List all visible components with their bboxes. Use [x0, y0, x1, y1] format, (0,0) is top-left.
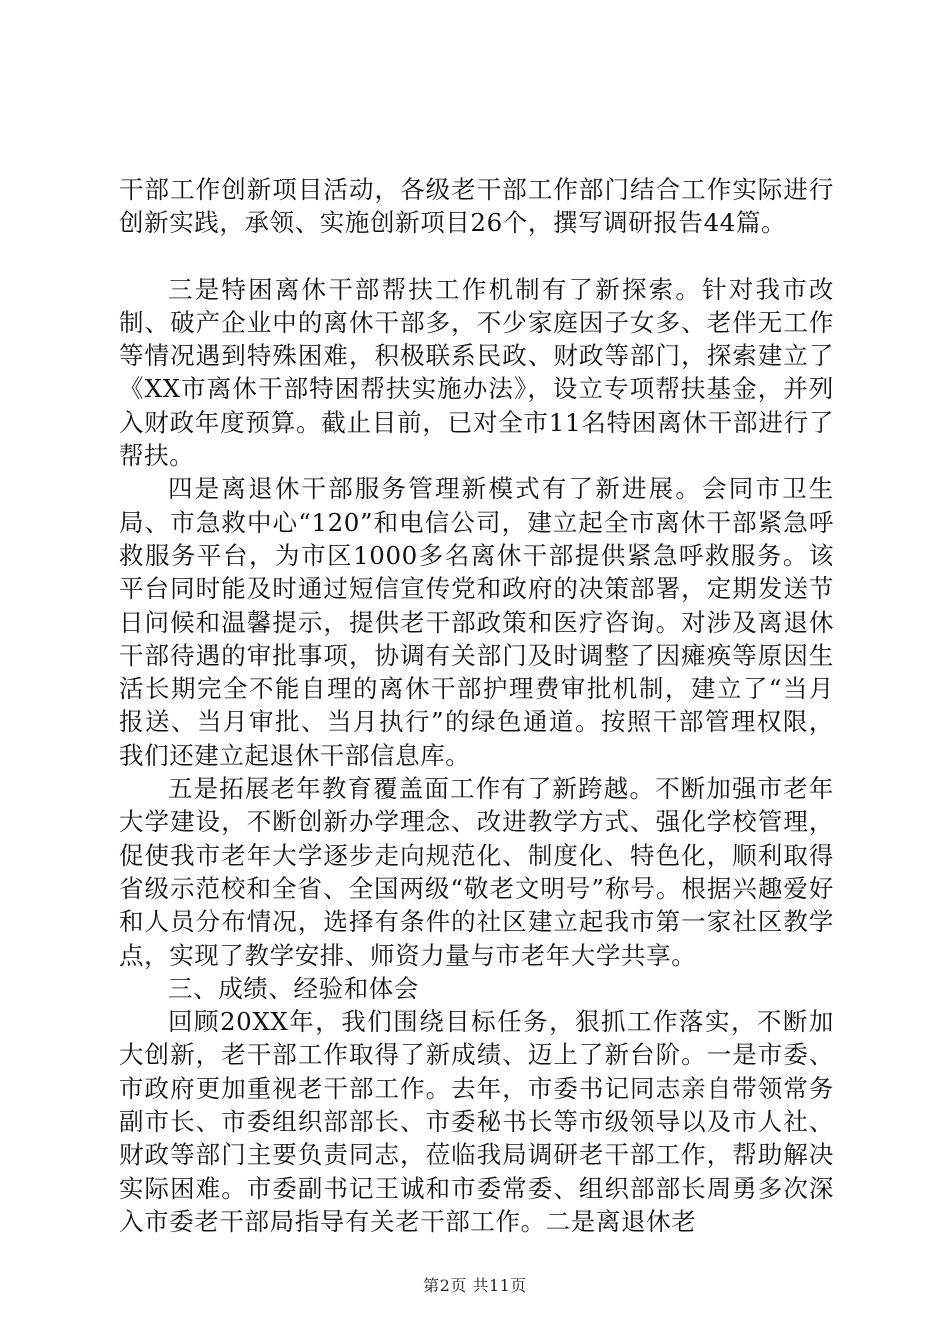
section-heading: 三、成绩、经验和体会	[168, 973, 419, 1003]
paragraph-review: 回顾20XX年，我们围绕目标任务，狠抓工作落实，不断加大创新，老干部工作取得了新成绩、迈上了新台阶。一是市委、市政府更加重视老干部工作。去年，市委书记同志亲自带领常务副市长、市委组织部部长、市委秘书长等市级领导以及市人社、财政等部门主要负责同志，莅临我局调研老干部工作，帮助解决实际困难。市委副书记王诚和市委常委、组织部部长周勇多次深入市委老干部局指导有关老干部工作。二是离退休老	[119, 1007, 834, 1236]
paragraph-continuation: 干部工作创新项目活动，各级老干部工作部门结合工作实际进行创新实践，承领、实施创新项目26个，撰写调研报告44篇。	[119, 175, 834, 238]
paragraph-item-three: 三是特困离休干部帮扶工作机制有了新探索。针对我市改制、破产企业中的离休干部多，不少家庭因子女多、老伴无工作等情况遇到特殊困难，积极联系民政、财政等部门，探索建立了《XX市离休干部特困帮扶实施办法》，设立专项帮扶基金，并列入财政年度预算。截止目前，已对全市11名特困离休干部进行了帮扶。	[119, 274, 834, 471]
document-body	[119, 173, 834, 1238]
paragraph-item-five: 五是拓展老年教育覆盖面工作有了新跨越。不断加强市老年大学建设，不断创新办学理念、改进教学方式、强化学校管理，促使我市老年大学逐步走向规范化、制度化、特色化，顺利取得省级示范校和全省、全国两级“敬老文明号”称号。根据兴趣爱好和人员分布情况，选择有条件的社区建立起我市第一家社区教学点，实现了教学安排、师资力量与市老年大学共享。	[119, 774, 834, 970]
page-number-footer: 第2页 共11页	[423, 1276, 527, 1295]
paragraph-item-four: 四是离退休干部服务管理新模式有了新进展。会同市卫生局、市急救中心“120”和电信公司，建立起全市离休干部紧急呼救服务平台，为市区1000多名离休干部提供紧急呼救服务。该平台同时能及时通过短信宣传党和政府的决策部署，定期发送节日问候和温馨提示，提供老干部政策和医疗咨询。对涉及离退休干部待遇的审批事项，协调有关部门及时调整了因瘫痪等原因生活长期完全不能自理的离休干部护理费审批机制，建立了“当月报送、当月审批、当月执行”的绿色通道。按照干部管理权限，我们还建立起退休干部信息库。	[119, 474, 834, 770]
